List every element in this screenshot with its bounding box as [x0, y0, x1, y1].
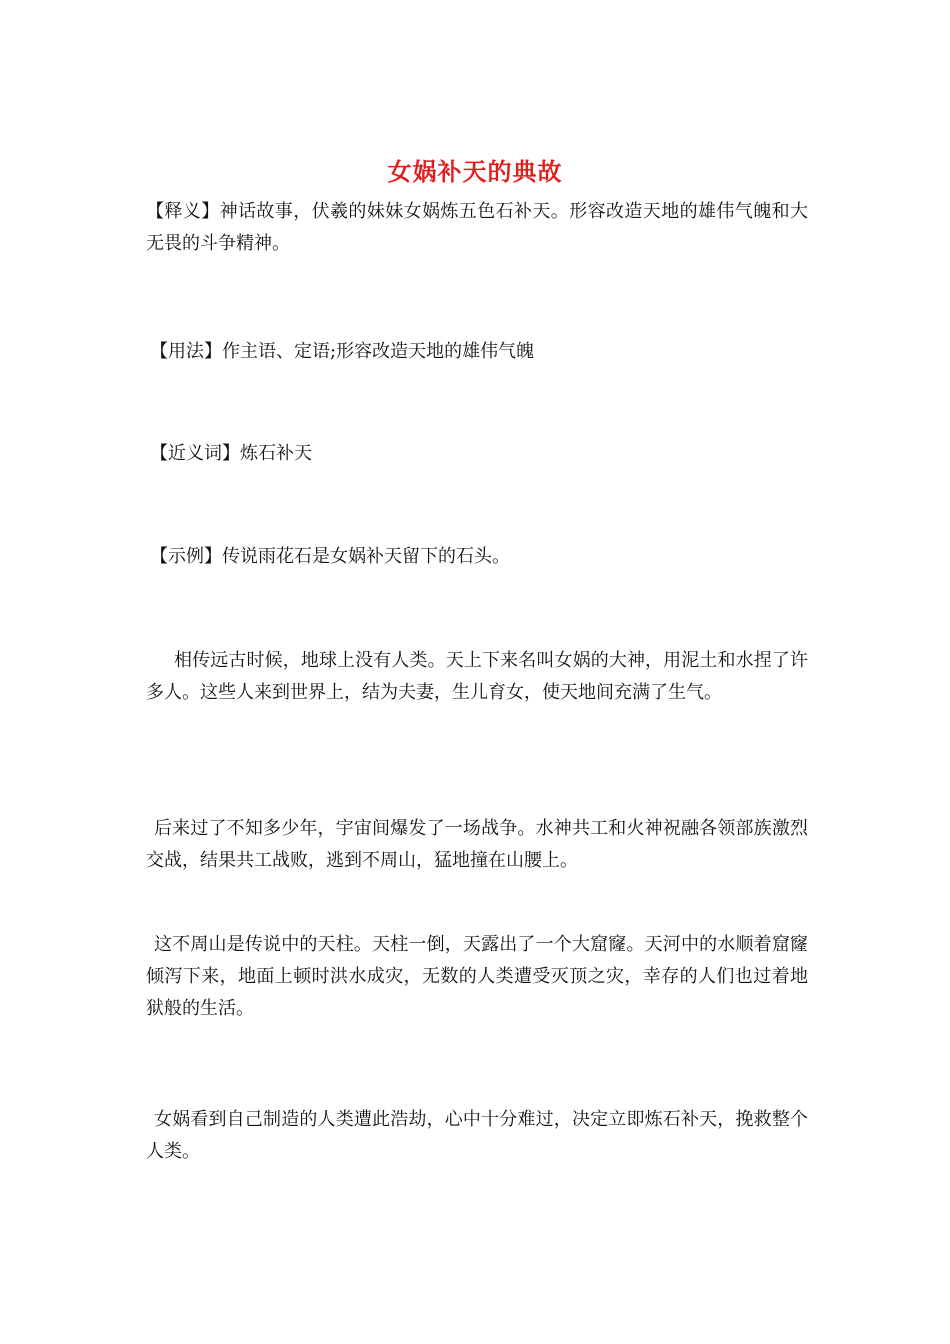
- paragraph-definition: 【释义】神话故事，伏羲的妹妹女娲炼五色石补天。形容改造天地的雄伟气魄和大无畏的斗争精神。: [146, 201, 808, 254]
- paragraph-story-4: 女娲看到自己制造的人类遭此浩劫，心中十分难过，决定立即炼石补天，挽救整个人类。: [146, 1109, 808, 1162]
- paragraph-story-1: 相传远古时候，地球上没有人类。天上下来名叫女娲的大神，用泥土和水捏了许多人。这些人来到世界上，结为夫妻，生儿育女，使天地间充满了生气。: [146, 650, 808, 703]
- paragraph-usage: 【用法】作主语、定语;形容改造天地的雄伟气魄: [150, 341, 535, 362]
- paragraph-story-3: 这不周山是传说中的天柱。天柱一倒，天露出了一个大窟窿。天河中的水顺着窟窿倾泻下来，地面上顿时洪水成灾，无数的人类遭受灭顶之灾，幸存的人们也过着地狱般的生活。: [146, 934, 808, 1019]
- paragraph-story-2: 后来过了不知多少年，宇宙间爆发了一场战争。水神共工和火神祝融各领部族激烈交战，结果共工战败，逃到不周山，猛地撞在山腰上。: [146, 818, 808, 871]
- document-title: 女娲补天的典故: [387, 157, 563, 186]
- paragraph-synonym: 【近义词】炼石补天: [150, 443, 312, 464]
- paragraph-example: 【示例】传说雨花石是女娲补天留下的石头。: [150, 546, 510, 567]
